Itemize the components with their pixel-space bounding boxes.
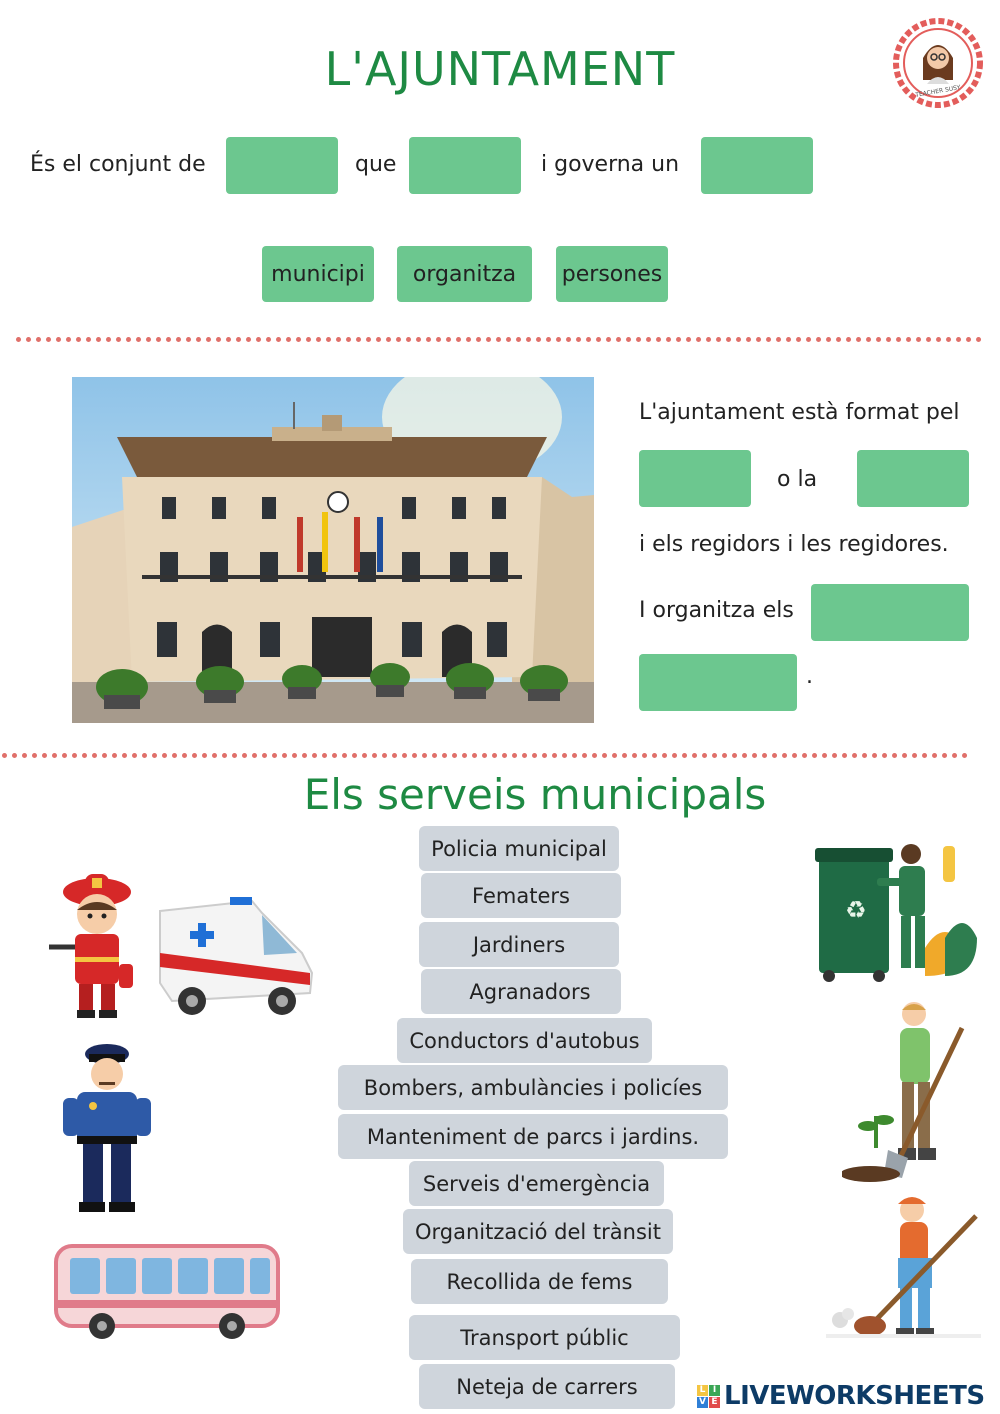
format-line-4: I organitza els bbox=[639, 598, 794, 623]
service-item-fematers[interactable]: Fematers bbox=[421, 873, 621, 918]
answer-box-4[interactable] bbox=[639, 450, 751, 507]
ambulance-illustration bbox=[152, 893, 317, 1023]
brand-badge-icon bbox=[697, 1385, 720, 1408]
teacher-logo bbox=[893, 18, 983, 108]
town-hall-photo bbox=[72, 377, 594, 723]
sentence-part-2: que bbox=[355, 152, 397, 177]
firefighter-illustration bbox=[45, 872, 145, 1022]
dotted-divider bbox=[2, 753, 968, 758]
teacher-logo-text: TEACHER SUSY bbox=[914, 84, 962, 99]
service-item-manteniment-parcs[interactable]: Manteniment de parcs i jardins. bbox=[338, 1114, 728, 1159]
service-item-bombers-ambulancies[interactable]: Bombers, ambulàncies i policíes bbox=[338, 1065, 728, 1110]
service-item-serveis-emergencia[interactable]: Serveis d'emergència bbox=[409, 1161, 664, 1206]
answer-box-5[interactable] bbox=[857, 450, 969, 507]
badge-letter-i: I bbox=[709, 1385, 720, 1396]
gardener-illustration bbox=[842, 998, 970, 1184]
garbage-collector-illustration bbox=[815, 838, 980, 983]
format-line-2-mid: o la bbox=[777, 467, 818, 492]
bus-illustration bbox=[52, 1240, 284, 1342]
badge-letter-l: L bbox=[697, 1385, 708, 1396]
format-line-1: L'ajuntament està format pel bbox=[639, 400, 960, 425]
answer-box-7[interactable] bbox=[639, 654, 797, 711]
page-title: L'AJUNTAMENT bbox=[324, 42, 676, 96]
service-item-policia-municipal[interactable]: Policia municipal bbox=[419, 826, 619, 871]
service-item-organitzacio-transit[interactable]: Organització del trànsit bbox=[403, 1209, 673, 1254]
sentence-part-3: i governa un bbox=[541, 152, 680, 177]
answer-box-6[interactable] bbox=[811, 584, 969, 641]
badge-letter-v: V bbox=[697, 1397, 708, 1408]
sentence-part-1: És el conjunt de bbox=[30, 152, 206, 177]
answer-box-3[interactable] bbox=[701, 137, 813, 194]
format-line-3: i els regidors i les regidores. bbox=[639, 532, 949, 557]
answer-box-1[interactable] bbox=[226, 137, 338, 194]
service-item-conductors-autobus[interactable]: Conductors d'autobus bbox=[397, 1018, 652, 1063]
liveworksheets-logo bbox=[697, 1378, 995, 1414]
format-line-5-end: . bbox=[806, 664, 813, 689]
service-item-transport-public[interactable]: Transport públic bbox=[409, 1315, 680, 1360]
brand-name: LIVEWORKSHEETS bbox=[724, 1381, 985, 1411]
service-item-jardiners[interactable]: Jardiners bbox=[419, 922, 619, 967]
section-title-serveis: Els serveis municipals bbox=[303, 770, 767, 819]
dotted-divider bbox=[16, 337, 982, 342]
word-chip-persones[interactable]: persones bbox=[556, 246, 668, 302]
service-item-recollida-fems[interactable]: Recollida de fems bbox=[411, 1259, 668, 1304]
badge-letter-e: E bbox=[709, 1397, 720, 1408]
svg-text:♻: ♻ bbox=[845, 896, 867, 924]
service-item-agranadors[interactable]: Agranadors bbox=[421, 969, 621, 1014]
street-sweeper-illustration bbox=[826, 1186, 981, 1344]
service-item-neteja-carrers[interactable]: Neteja de carrers bbox=[419, 1364, 675, 1409]
police-officer-illustration bbox=[55, 1038, 160, 1216]
answer-box-2[interactable] bbox=[409, 137, 521, 194]
word-chip-municipi[interactable]: municipi bbox=[262, 246, 374, 302]
word-chip-organitza[interactable]: organitza bbox=[397, 246, 532, 302]
